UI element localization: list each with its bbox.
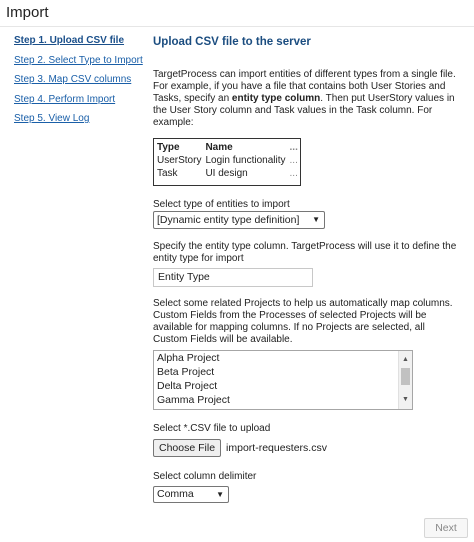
intro-text: [153, 69, 459, 129]
table-cell: ...: [289, 168, 298, 179]
table-cell: UserStory: [157, 155, 202, 166]
table-cell: UI design: [205, 168, 248, 179]
type-column-label: Specify the entity type column. TargetProcess will use it to define the entity type for import: [153, 241, 457, 264]
project-option[interactable]: Gamma Project: [157, 394, 230, 406]
selected-file-name: import-requesters.csv: [226, 442, 327, 454]
step-upload-csv-link[interactable]: Step 1. Upload CSV file: [14, 35, 125, 46]
step-map-columns-link[interactable]: Step 3. Map CSV columns: [14, 74, 132, 85]
file-upload-row: [153, 439, 327, 457]
file-upload-label: Select *.CSV file to upload: [153, 423, 271, 434]
steps-nav: [14, 31, 144, 129]
example-table-box: [153, 138, 301, 186]
page-title: Import: [6, 4, 49, 21]
projects-scrollbar[interactable]: [398, 351, 412, 409]
table-cell: Login functionality: [205, 155, 286, 166]
next-button[interactable]: Next: [424, 518, 468, 538]
entity-type-label: Select type of entities to import: [153, 199, 290, 210]
projects-label: Select some related Projects to help us automatically map columns. Custom Fields from the Processes of selected Projects will be available for mapping columns. If no Projects are selected, all Custom Fields will be available.: [153, 298, 453, 345]
table-header-cell: Type: [157, 142, 180, 153]
table-row: [157, 154, 302, 167]
section-heading: Upload CSV file to the server: [153, 36, 311, 48]
projects-listbox[interactable]: [153, 350, 413, 410]
example-table: [157, 141, 302, 180]
delimiter-select[interactable]: [153, 486, 229, 503]
project-option[interactable]: Alpha Project: [157, 352, 220, 364]
scrollbar-thumb[interactable]: [401, 368, 410, 385]
main-panel: [153, 36, 459, 500]
table-header-cell: ...: [289, 142, 298, 153]
title-divider: [0, 26, 474, 27]
step-perform-import-link[interactable]: Step 4. Perform Import: [14, 93, 116, 105]
intro-text-part: . Then put UserStory values in the User Story column and Task values in the Task column. For example:: [153, 93, 455, 128]
step-view-log-link[interactable]: Step 5. View Log: [14, 113, 90, 124]
table-row: [157, 167, 302, 180]
step-select-type-link[interactable]: Step 2. Select Type to Import: [14, 54, 143, 66]
scroll-up-icon[interactable]: ▲: [402, 356, 409, 363]
chevron-down-icon: ▼: [216, 490, 224, 499]
table-header-cell: Name: [205, 142, 233, 153]
project-option[interactable]: Delta Project: [157, 380, 218, 392]
entity-type-selected-value: [Dynamic entity type definition]: [157, 214, 300, 226]
choose-file-button[interactable]: Choose File: [153, 439, 221, 457]
scroll-down-icon[interactable]: ▼: [402, 396, 409, 403]
type-column-input[interactable]: Entity Type: [153, 268, 313, 287]
intro-bold-term: entity type column: [231, 93, 321, 104]
chevron-down-icon: ▼: [312, 215, 320, 224]
table-cell: ...: [289, 155, 298, 166]
delimiter-selected-value: Comma: [157, 488, 194, 500]
entity-type-select[interactable]: [153, 211, 325, 229]
delimiter-label: Select column delimiter: [153, 471, 257, 482]
table-header-row: [157, 141, 302, 154]
intro-text-part: TargetProcess can import entities of different types from a single file. For example, if you have a file that contains both User Stories and Tasks, specify an: [153, 69, 456, 104]
project-option[interactable]: Beta Project: [157, 366, 215, 378]
table-cell: Task: [157, 168, 178, 179]
